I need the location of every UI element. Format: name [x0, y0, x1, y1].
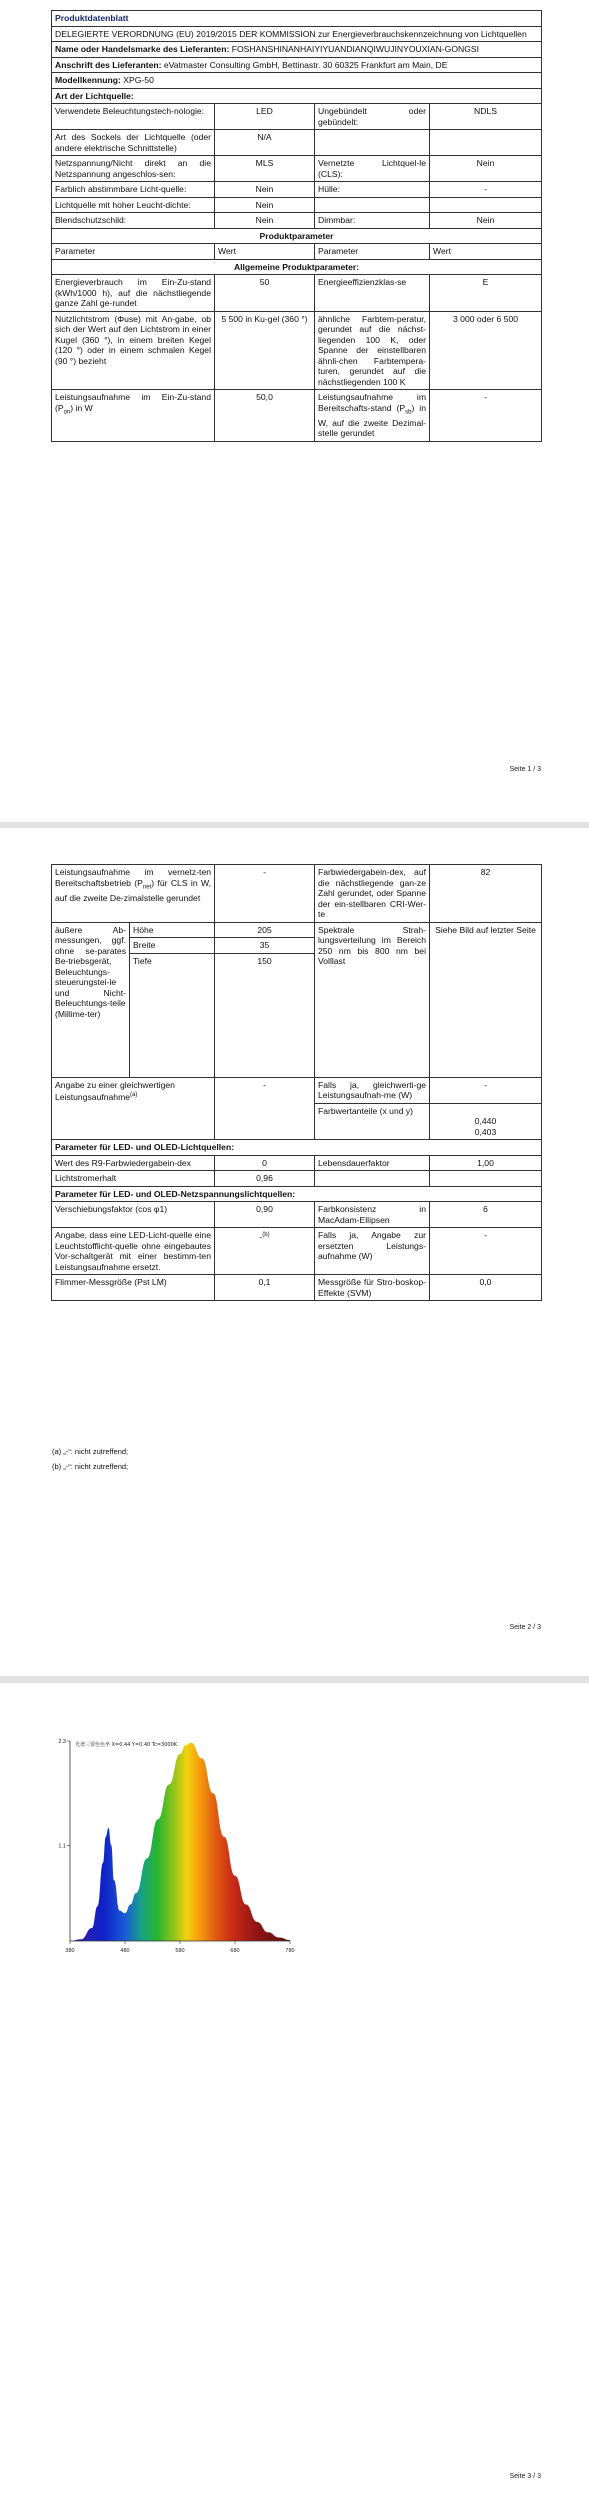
- page-number: Seite 1 / 3: [509, 766, 541, 773]
- chromaticity-label: Farbwertanteile (x und y): [315, 1103, 430, 1140]
- dimension-width-label: Breite: [130, 938, 215, 954]
- spectrum-area: [70, 1743, 290, 1941]
- model-id: XPG-50: [123, 75, 154, 85]
- row-value: Nein: [215, 197, 315, 213]
- row-value: -: [430, 182, 542, 198]
- row-value: E: [430, 275, 542, 312]
- table-row: [52, 1275, 542, 1301]
- row-label: Dimmbar:: [315, 213, 430, 229]
- retrofit-label: Angabe, dass eine LED-Licht-quelle eine Leuchtstofflicht-quelle ohne eingebautes Vor-schaltgerät mit einer bestimm-ten Leistungsaufnahme ersetzt.: [52, 1228, 215, 1275]
- row-label: Verwendete Beleuchtungstech-nologie:: [52, 104, 215, 130]
- table-row: [52, 1077, 542, 1103]
- supplier-address-row: [52, 57, 542, 73]
- stroboscopic-value: 0,0: [430, 1275, 542, 1301]
- supplier-name-row: [52, 42, 542, 58]
- table-header-row: [52, 244, 542, 260]
- model-row: [52, 73, 542, 89]
- supplier-name-label: Name oder Handelsmarke des Lieferanten:: [55, 44, 230, 54]
- supplier-name: FOSHANSHINANHAIYIYUANDIANQIWUJINYOUXIAN-GONGSI: [231, 44, 480, 54]
- survival-factor-value: 1,00: [430, 1155, 542, 1171]
- column-header: Parameter: [315, 244, 430, 260]
- chromaticity-value: [430, 1103, 542, 1140]
- table-row: [52, 390, 542, 442]
- row-label: Farblich abstimmbare Licht-quelle:: [52, 182, 215, 198]
- equivalent-power-claim-text: Angabe zu einer gleichwertigen Leistungsaufnahme$^{(a)}$: [55, 1079, 175, 1102]
- spectral-distribution-chart: [45, 1723, 305, 1973]
- row-value: MLS: [215, 156, 315, 182]
- table-row: [52, 922, 542, 938]
- y-tick-label: 2.3: [58, 1739, 66, 1745]
- section-product-params: Produktparameter: [52, 228, 542, 244]
- footnote-b: (b) „-“: nicht zutreffend;: [52, 1462, 129, 1471]
- table-row: [52, 156, 542, 182]
- table-row: [52, 1202, 542, 1228]
- row-label: ähnliche Farbtem-peratur, gerundet auf die nächst-liegenden 100 K, oder Spanne der einstellbaren ähnli-chen Farbtempera-turen, gerundet auf die nächstliegenden 100 K: [315, 311, 430, 390]
- table-row: [52, 130, 542, 156]
- row-label: Netzspannung/Nicht direkt an die Netzspannung angeschlos-sen:: [52, 156, 215, 182]
- dimensions-label: äußere Ab-messungen, ggf. ohne se-parates Be-triebsgerät, Beleuchtungs-steuerungstei-le und Nicht-Beleuchtungs-teile (Millime-ter): [52, 922, 130, 1077]
- row-value: -: [430, 390, 542, 442]
- page-number: Seite 3 / 3: [509, 2473, 541, 2480]
- lumen-maintenance-value: 0,96: [215, 1171, 315, 1187]
- product-data-sheet-table: [51, 10, 542, 442]
- table-row: [52, 1228, 542, 1275]
- survival-factor-label: Lebensdauerfaktor: [315, 1155, 430, 1171]
- row-value: N/A: [215, 130, 315, 156]
- section-mains-params: Parameter für LED- und OLED-Netzspannungslichtquellen:: [52, 1186, 542, 1202]
- row-value: LED: [215, 104, 315, 130]
- table-row: [52, 197, 542, 213]
- row-label: Lichtquelle mit hoher Leucht-dichte:: [52, 197, 215, 213]
- dimension-depth-value: 150: [215, 953, 315, 1077]
- row-label: Nutzlichtstrom (Φuse) mit An-gabe, ob sich der Wert auf den Lichtstrom in einer Kugel (360 °), in einem breiten Kegel (120 °) oder in einem schmalen Kegel (90 °) bezieht: [52, 311, 215, 390]
- row-label: [315, 197, 430, 213]
- row-label: Hülle:: [315, 182, 430, 198]
- chromaticity-x: 0,440: [474, 1116, 497, 1126]
- row-value: 3 000 oder 6 500: [430, 311, 542, 390]
- section-light-source: Art der Lichtquelle:: [52, 88, 542, 104]
- dimension-height-value: 205: [215, 922, 315, 938]
- x-tick-label: 380: [65, 1948, 75, 1954]
- footnote-a: (a) „-“: nicht zutreffend;: [52, 1447, 129, 1456]
- row-label: Leistungsaufnahme im Ein-Zu-stand $(P_{on})$ in W: [52, 390, 215, 442]
- row-label: Leistungsaufnahme im Bereitschafts-stand $(P_{sb})$ in W, auf die zweite Dezimal-stelle gerundet: [315, 390, 430, 442]
- equivalent-power-value: -: [430, 1077, 542, 1103]
- networked-standby-label: Leistungsaufnahme im vernetz-ten Bereitschaftsbetrieb $(P_{net})$ für CLS in W, auf die zweite De-zimalstelle gerundet: [52, 865, 215, 923]
- row-label: Art des Sockels der Lichtquelle (oder andere elektrische Schnittstelle): [52, 130, 215, 156]
- table-row: [52, 311, 542, 390]
- row-value: Nein: [215, 213, 315, 229]
- row-value: Nein: [215, 182, 315, 198]
- supplier-address-label: Anschrift des Lieferanten:: [55, 59, 162, 70]
- document-title: Produktdatenblatt: [52, 11, 542, 27]
- retrofit-power-label: Falls ja, Angabe zur ersetzten Leistungs-aufnahme (W): [315, 1228, 430, 1275]
- column-header: Wert: [215, 244, 315, 260]
- table-row: [52, 275, 542, 312]
- dimension-width-value: 35: [215, 938, 315, 954]
- row-value: [430, 130, 542, 156]
- power-factor-label: Verschiebungsfaktor (cos φ1): [52, 1202, 215, 1228]
- row-value: [430, 197, 542, 213]
- row-label: [315, 130, 430, 156]
- equivalent-power-claim-label: [52, 1077, 215, 1140]
- retrofit-value: -$^{(b)}$: [215, 1228, 315, 1275]
- macadam-value: 6: [430, 1202, 542, 1228]
- networked-standby-value: -: [215, 865, 315, 923]
- table-row: [52, 865, 542, 923]
- model-label: Modellkennung:: [55, 75, 121, 85]
- page-number: Seite 2 / 3: [509, 1624, 541, 1631]
- macadam-label: Farbkonsistenz in MacAdam-Ellipsen: [315, 1202, 430, 1228]
- equivalent-power-claim-value: -: [215, 1077, 315, 1140]
- x-tick-label: 780: [285, 1948, 295, 1954]
- table-row: [52, 182, 542, 198]
- section-led-params: Parameter für LED- und OLED-Lichtquellen:: [52, 1140, 542, 1156]
- column-header: Parameter: [52, 244, 215, 260]
- chart-annotation: 光谱三要色色坐 X=0.44 Y=0.40 Tc=3000K: [75, 1742, 178, 1748]
- page-1: [0, 0, 589, 822]
- chromaticity-y: 0,403: [474, 1126, 497, 1137]
- section-general-params: Allgemeine Produktparameter:: [52, 259, 542, 275]
- cri-value: 82: [430, 865, 542, 923]
- column-header: Wert: [430, 244, 542, 260]
- page-2: [0, 828, 589, 1676]
- spectral-label: Spektrale Strah-lungsverteilung im Bereich 250 nm bis 800 nm bei Volllast: [315, 922, 430, 1077]
- table-row: [52, 1155, 542, 1171]
- x-tick-label: 480: [120, 1948, 130, 1954]
- supplier-address: eVatmaster Consulting GmbH, Bettinastr. 30 60325 Frankfurt am Main, DE: [163, 59, 448, 70]
- x-tick-label: 680: [230, 1948, 240, 1954]
- dimension-height-label: Höhe: [130, 922, 215, 938]
- row-label: Ungebündelt oder gebündelt:: [315, 104, 430, 130]
- cri-label: Farbwiedergabein-dex, auf die nächstliegende gan-ze Zahl gerundet, oder Spanne der ein-stellbaren CRI-Wer-te: [315, 865, 430, 923]
- row-label: Energieeffizienzklas-se: [315, 275, 430, 312]
- row-label: Vernetzte Lichtquel-le (CLS):: [315, 156, 430, 182]
- x-tick-label: 580: [175, 1948, 185, 1954]
- table-row: [52, 213, 542, 229]
- row-value: 50: [215, 275, 315, 312]
- stroboscopic-label: Messgröße für Stro-boskop-Effekte (SVM): [315, 1275, 430, 1301]
- dimension-depth-label: Tiefe: [130, 953, 215, 1077]
- row-value: 50,0: [215, 390, 315, 442]
- retrofit-power-value: -: [430, 1228, 542, 1275]
- table-row: [52, 104, 542, 130]
- y-tick-label: 1.1: [58, 1843, 66, 1850]
- r9-value: 0: [215, 1155, 315, 1171]
- page-3: [0, 1683, 589, 2510]
- spectral-value: Siehe Bild auf letzter Seite: [430, 922, 542, 1077]
- product-data-sheet-table-continued: [51, 864, 542, 1301]
- row-label: Energieverbrauch im Ein-Zu-stand (kWh/1000 h), auf die nächstliegende ganze Zahl ge-rundet: [52, 275, 215, 312]
- power-factor-value: 0,90: [215, 1202, 315, 1228]
- row-value: Nein: [430, 213, 542, 229]
- regulation-text: DELEGIERTE VERORDNUNG (EU) 2019/2015 DER KOMMISSION zur Energieverbrauchskennzeichnung von Lichtquellen: [52, 26, 542, 42]
- row-value: Nein: [430, 156, 542, 182]
- lumen-maintenance-label: Lichtstromerhalt: [52, 1171, 215, 1187]
- r9-label: Wert des R9-Farbwiedergabein-dex: [52, 1155, 215, 1171]
- row-value: 5 500 in Ku-gel (360 °): [215, 311, 315, 390]
- row-value: NDLS: [430, 104, 542, 130]
- row-label: Blendschutzschild:: [52, 213, 215, 229]
- flicker-label: Flimmer-Messgröße (Pst LM): [52, 1275, 215, 1301]
- equivalent-power-label: Falls ja, gleichwerti-ge Leistungsaufnah-me (W): [315, 1077, 430, 1103]
- flicker-value: 0,1: [215, 1275, 315, 1301]
- table-row: [52, 1171, 542, 1187]
